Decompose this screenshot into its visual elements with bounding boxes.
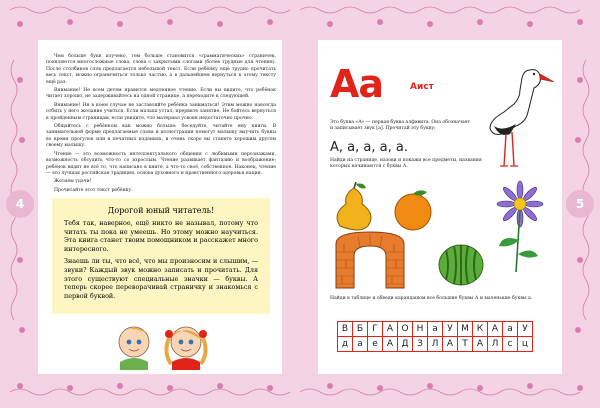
letter-cell: Г [367,321,383,337]
letter-cell: Л [487,336,503,352]
reader-box-text: Тебя так, наверное, ещё никто не называл, потому что читать ты пока не умеешь. Но этому можно научиться. Эта книга станет твоим помощником и расскажет много интересного. [64,219,258,253]
page-number: 4 [6,190,34,218]
letter-cell: д [337,336,353,352]
reader-box-text: Знаешь ли ты, что всё, что мы произносим и слышим, — звуки? Каждый звук можно записать и прочитать. Для этого существуют специальные значки — буквы. А теперь скорее переворачивай страничку и знакомься с первой буквой. [64,257,258,300]
paragraph: Чем больше букв изучено, тем больше становится «грамматических» страничек, появляются многосложные слова, слова с закрытыми слогами (более трудные для чтения). После столбиков слов предлагается небольшой текст. Если ребёнку ещё трудно прочитать весь текст, можно ограничиться только частью, а в дальнейшем вернуться к этому тексту ещё раз. [46,54,276,85]
reader-box-title: Дорогой юный читатель! [107,206,215,215]
page-number: 5 [566,190,594,218]
parent-notes [46,54,276,196]
task-find-objects: Найди на странице, назови и покажи все предметы, названия которых начинаются с буквы А. [330,158,482,170]
task-find-letters: Найди в таблице и обведи карандашом все большие буквы А и маленькие буквы а. [330,296,533,301]
reader-box [52,198,270,314]
letter-cell: А [442,336,458,352]
arch-picture [334,230,406,290]
letter-cell: О [397,321,413,337]
letter-cell: У [517,321,533,337]
children-illustration [106,318,216,370]
page-sheet [38,40,282,374]
right-page [300,0,600,408]
stork-picture [478,64,556,168]
letter-intro: Это буква «А» — первая буква алфавита. Она обозначает и записывает звук [а]. Прочитай эту букву: [330,120,471,132]
paragraph: Внимание! Не всем детям нравится медленное чтение. Если вы видите, что ребёнок читает хорошо, не задерживайтесь на одной странице, а переходите к следующей. [46,88,276,100]
letter-cell: е [367,336,383,352]
letter-cell: Н [412,321,428,337]
letter-grid-row [338,322,533,337]
letter-grid [338,322,533,352]
paragraph: Внимание! Ни в коем случае не заставляйте ребёнка заниматься! Этим можно навсегда отбить у него желание учиться. Если малыш устал, прервите занятие. Не бойтесь вернуться к пройденным страницам, если увидите, что материал усвоен недостаточно прочно. [46,102,276,121]
letter-word: Аист [410,82,434,92]
letter-cell: К [472,321,488,337]
letter-cell: а [502,321,518,337]
letter-cell: Т [457,336,473,352]
letter-cell: В [337,321,353,337]
letter-cell: М [457,321,473,337]
letter-cell: А [382,336,398,352]
letter-cell: Д [397,336,413,352]
letter-cell: А [472,336,488,352]
paragraph: Чтение — это возможность интеллектуального общения с любимыми персонажами, возможность обсудить что-то со взрослым. Чтение развивает фантазию и воображение; ребёнок видит не всё то, что написано в книге, а что-то своё, собственное. Наконец, чтение — это лучшая российская традиция, основа духовного и нравственного здоровья нации. [46,151,276,176]
letter-cell: А [487,321,503,337]
letter-cell: З [412,336,428,352]
letter-cell: У [442,321,458,337]
letter-cell: ц [517,336,533,352]
letter-series: А, а, а, а, а. [330,140,408,155]
orange-picture [390,188,436,232]
aster-picture [486,180,554,276]
paragraph: Прочитайте этот текст ребёнку. [54,187,133,193]
letter-cell: Б [352,321,368,337]
page-sheet [318,40,562,374]
letter-cell: а [427,321,443,337]
letter-cell: а [352,336,368,352]
watermelon-picture [436,242,486,288]
letter-cell: А [382,321,398,337]
letter-cell: с [502,336,518,352]
letter-grid-row [338,337,533,352]
pear-picture [332,182,376,232]
big-letter: Аа [330,62,384,106]
paragraph: Желаем удачи! [54,179,92,185]
letter-cell: Л [427,336,443,352]
paragraph: Общайтесь с ребёнком как можно больше: беседуйте, читайте ему книги. В занимательной форме предлагаемые слова и иллюстрации помогут малышу выучить буквы во время прогулок или в печатных изданиях, и очень скоро вы станете хорошим другом своему малышу. [46,124,276,149]
